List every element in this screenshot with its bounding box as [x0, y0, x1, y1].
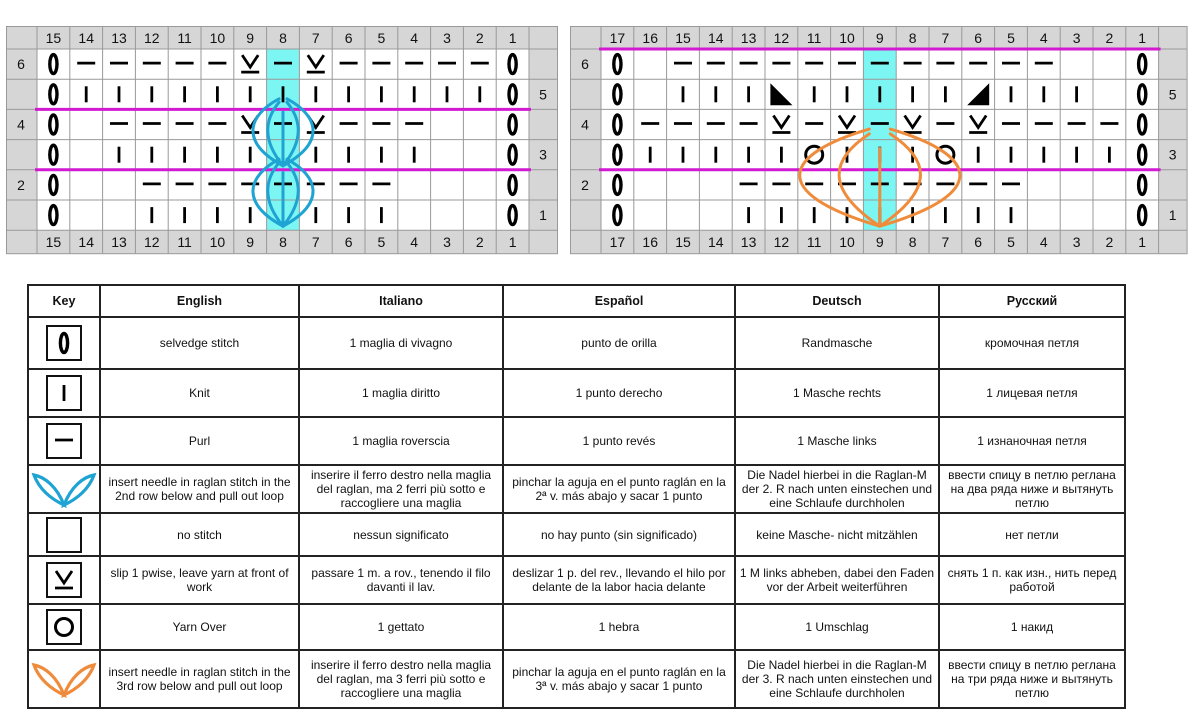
blue-loop-icon [31, 469, 97, 509]
legend-row [28, 317, 1125, 369]
row-number-right: 5 [1168, 86, 1177, 103]
legend-key-cell [28, 604, 100, 650]
legend-text-russian: кромочная петля [939, 317, 1125, 369]
legend-text-italiano: 1 maglia diritto [299, 369, 503, 417]
purl-icon [45, 422, 83, 460]
column-number-bottom: 1 [508, 234, 517, 251]
column-number-top: 7 [941, 30, 950, 46]
legend-text-english: Yarn Over [100, 604, 299, 650]
knitting-chart-left [6, 26, 559, 255]
legend-text-deutsch: 1 M links abheben, dabei den Faden vor der Arbeit weiterführen [735, 556, 939, 604]
column-number-top: 1 [508, 30, 517, 46]
column-number-top: 7 [311, 30, 320, 46]
column-number-top: 6 [974, 30, 983, 46]
slip-icon [45, 561, 83, 599]
legend-text-english: no stitch [100, 513, 299, 555]
legend-text-deutsch: 1 Masche rechts [735, 369, 939, 417]
legend-text-russian: ввести спицу в петлю реглана на два ряда ниже и вытянуть петлю [939, 465, 1125, 513]
column-number-top: 10 [209, 30, 226, 46]
orange-loop-icon [31, 659, 97, 699]
column-number-bottom: 9 [875, 234, 884, 251]
legend-text-espanol: pinchar la aguja en el punto raglán en la 2ª v. más abajo y sacar 1 punto [503, 465, 735, 513]
column-number-top: 15 [675, 30, 691, 46]
column-number-top: 14 [78, 30, 94, 46]
column-number-bottom: 4 [1039, 234, 1048, 251]
legend-row [28, 417, 1125, 465]
row-number-left: 2 [17, 176, 25, 193]
column-number-bottom: 10 [839, 234, 855, 251]
legend-header: Key [28, 285, 100, 317]
legend-text-english: slip 1 pwise, leave yarn at front of work [100, 556, 299, 604]
legend-text-english: insert needle in raglan stitch in the 2nd row below and pull out loop [100, 465, 299, 513]
column-number-top: 3 [1072, 30, 1081, 46]
column-number-top: 17 [609, 30, 626, 46]
column-number-bottom: 6 [974, 234, 983, 251]
legend-text-deutsch: Die Nadel hierbei in die Raglan-M der 3. R nach unten einstechen und eine Schlaufe durchholen [735, 650, 939, 708]
column-number-top: 11 [806, 30, 822, 46]
legend-header: English [100, 285, 299, 317]
column-number-bottom: 12 [144, 234, 160, 251]
legend-text-english: Purl [100, 417, 299, 465]
legend-row [28, 513, 1125, 555]
legend-text-russian: 1 накид [939, 604, 1125, 650]
legend-text-espanol: 1 punto derecho [503, 369, 735, 417]
legend-row [28, 465, 1125, 513]
legend-text-espanol: pinchar la aguja en el punto raglán en la 3ª v. más abajo y sacar 1 punto [503, 650, 735, 708]
column-number-bottom: 2 [475, 234, 484, 251]
column-number-top: 3 [443, 30, 451, 46]
legend-text-italiano: inserire il ferro destro nella maglia del raglan, ma 2 ferri più sotto e raccogliere una maglia [299, 465, 503, 513]
column-number-top: 11 [177, 30, 192, 46]
legend-text-english: selvedge stitch [100, 317, 299, 369]
row-number-right: 1 [539, 207, 547, 224]
column-number-bottom: 6 [344, 234, 353, 251]
selvedge-icon [45, 324, 83, 362]
column-number-bottom: 15 [675, 234, 691, 251]
row-number-left: 6 [17, 56, 25, 73]
legend-header: Italiano [299, 285, 503, 317]
legend-text-italiano: passare 1 m. a rov., tenendo il filo davanti il lav. [299, 556, 503, 604]
column-number-top: 5 [1007, 30, 1015, 46]
legend-text-russian: снять 1 п. как изн., нить перед работой [939, 556, 1125, 604]
column-number-bottom: 2 [1105, 234, 1114, 251]
column-number-top: 12 [773, 30, 790, 46]
column-number-bottom: 1 [1138, 234, 1147, 251]
column-number-top: 10 [839, 30, 855, 46]
legend-key-cell [28, 317, 100, 369]
legend-key-cell [28, 556, 100, 604]
legend-text-russian: нет петли [939, 513, 1125, 555]
column-number-bottom: 12 [773, 234, 790, 251]
row-number-left: 4 [581, 116, 589, 133]
column-number-bottom: 14 [708, 234, 724, 251]
column-number-top: 6 [344, 30, 353, 46]
column-number-bottom: 5 [1007, 234, 1015, 251]
row-number-left: 6 [581, 56, 589, 73]
knit-icon [45, 374, 83, 412]
column-number-bottom: 13 [111, 234, 127, 251]
column-number-top: 13 [740, 30, 757, 46]
row-number-right: 3 [1168, 146, 1177, 163]
legend-header: Español [503, 285, 735, 317]
legend-key-cell [28, 417, 100, 465]
legend-text-espanol: punto de orilla [503, 317, 735, 369]
column-number-top: 4 [410, 30, 419, 46]
legend-text-deutsch: Die Nadel hierbei in die Raglan-M der 2. R nach unten einstechen und eine Schlaufe durchholen [735, 465, 939, 513]
legend-text-english: Knit [100, 369, 299, 417]
column-number-bottom: 5 [377, 234, 386, 251]
column-number-bottom: 17 [609, 234, 626, 251]
column-number-bottom: 7 [311, 234, 320, 251]
legend-text-espanol: deslizar 1 p. del rev., llevando el hilo por delante de la labor hacia delante [503, 556, 735, 604]
legend-key-cell [28, 513, 100, 555]
row-number-right: 1 [1168, 207, 1177, 224]
legend-text-espanol: 1 punto revés [503, 417, 735, 465]
column-number-top: 14 [708, 30, 724, 46]
column-number-bottom: 3 [1072, 234, 1081, 251]
column-number-bottom: 8 [908, 234, 917, 251]
column-number-top: 4 [1039, 30, 1048, 46]
knitting-chart-right [570, 26, 1189, 255]
column-number-top: 15 [45, 30, 62, 46]
column-number-bottom: 9 [246, 234, 255, 251]
column-number-top: 2 [1105, 30, 1114, 46]
legend-header: Русский [939, 285, 1125, 317]
legend-text-russian: 1 изнаночная петля [939, 417, 1125, 465]
column-number-bottom: 11 [806, 234, 822, 251]
row-number-left: 4 [17, 116, 25, 133]
row-number-right: 3 [539, 146, 547, 163]
legend-key-cell [28, 465, 100, 513]
legend-row [28, 604, 1125, 650]
column-number-top: 12 [144, 30, 160, 46]
legend-table [27, 284, 1126, 709]
no-stitch-icon [45, 516, 83, 554]
column-number-bottom: 7 [941, 234, 950, 251]
column-number-top: 8 [279, 30, 287, 46]
legend-text-espanol: 1 hebra [503, 604, 735, 650]
column-number-bottom: 3 [443, 234, 451, 251]
legend-text-espanol: no hay punto (sin significado) [503, 513, 735, 555]
legend-header-row [28, 285, 1125, 317]
legend-key-cell [28, 369, 100, 417]
legend-text-italiano: inserire il ferro destro nella maglia del raglan, ma 3 ferri più sotto e raccogliere una maglia [299, 650, 503, 708]
column-number-bottom: 13 [740, 234, 757, 251]
legend-header: Deutsch [735, 285, 939, 317]
legend-text-russian: 1 лицевая петля [939, 369, 1125, 417]
legend-text-italiano: 1 gettato [299, 604, 503, 650]
column-number-top: 2 [475, 30, 484, 46]
row-number-right: 5 [539, 86, 547, 103]
column-number-top: 5 [377, 30, 386, 46]
column-number-top: 13 [111, 30, 127, 46]
column-number-bottom: 4 [410, 234, 419, 251]
column-number-bottom: 15 [45, 234, 62, 251]
legend-row [28, 556, 1125, 604]
column-number-top: 9 [246, 30, 255, 46]
legend-text-italiano: 1 maglia roverscia [299, 417, 503, 465]
legend-row [28, 369, 1125, 417]
yarn-over-icon [45, 608, 83, 646]
column-number-bottom: 10 [209, 234, 226, 251]
column-number-top: 1 [1138, 30, 1147, 46]
legend-text-russian: ввести спицу в петлю реглана на три ряда ниже и вытянуть петлю [939, 650, 1125, 708]
column-number-bottom: 14 [78, 234, 94, 251]
column-number-bottom: 8 [279, 234, 287, 251]
column-number-top: 9 [875, 30, 884, 46]
legend-text-italiano: nessun significato [299, 513, 503, 555]
legend-row [28, 650, 1125, 708]
column-number-bottom: 11 [177, 234, 192, 251]
column-number-bottom: 16 [642, 234, 658, 251]
legend-text-deutsch: 1 Masche links [735, 417, 939, 465]
legend-text-deutsch: keine Masche- nicht mitzählen [735, 513, 939, 555]
legend-text-deutsch: 1 Umschlag [735, 604, 939, 650]
legend-key-cell [28, 650, 100, 708]
legend-text-italiano: 1 maglia di vivagno [299, 317, 503, 369]
legend-text-deutsch: Randmasche [735, 317, 939, 369]
legend-text-english: insert needle in raglan stitch in the 3rd row below and pull out loop [100, 650, 299, 708]
column-number-top: 16 [642, 30, 658, 46]
row-number-left: 2 [581, 176, 589, 193]
column-number-top: 8 [908, 30, 917, 46]
